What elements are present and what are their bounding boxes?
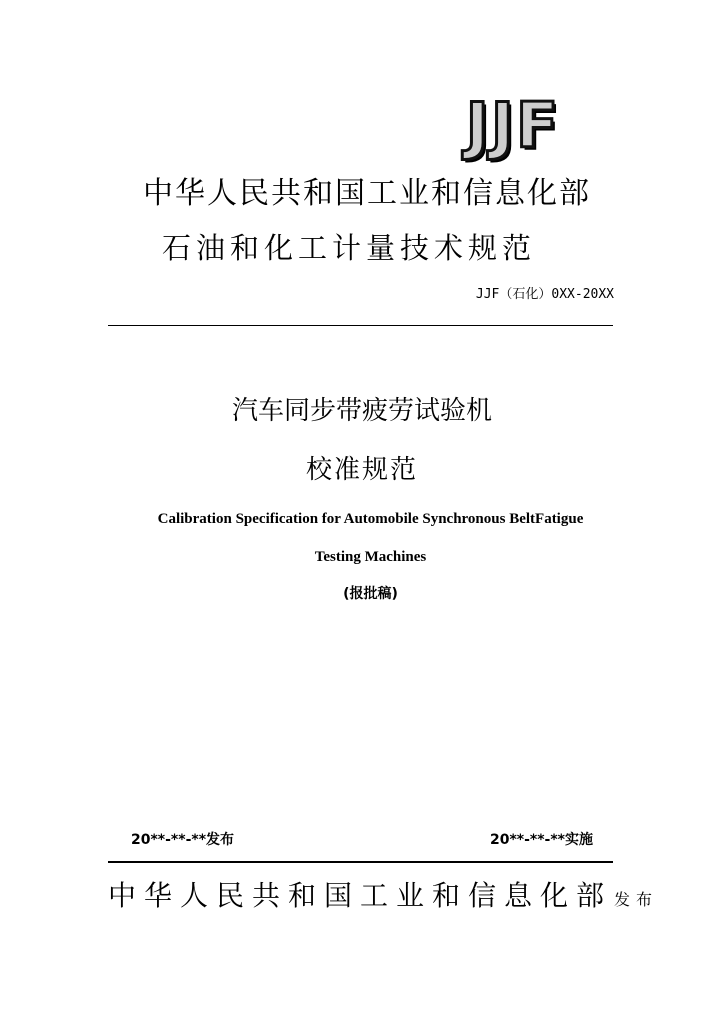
publisher-name: 中华人民共和国工业和信息化部: [108, 879, 613, 912]
footer-divider: [108, 861, 613, 863]
title-chinese-line1: 汽车同步带疲劳试验机: [231, 396, 492, 426]
issuing-ministry: 中华人民共和国工业和信息化部: [143, 176, 591, 211]
publisher-line: [108, 876, 659, 920]
jjf-logo: JJF: [465, 89, 561, 162]
publish-label: 发布: [614, 890, 659, 909]
document-code: JJF（石化）0XX-20XX: [475, 287, 614, 302]
header-divider: [108, 325, 613, 326]
effective-date: 20**-**-**实施: [489, 832, 593, 848]
issue-date: 20**-**-**发布: [131, 832, 235, 848]
draft-status: (报批稿): [343, 586, 398, 602]
title-english-line1: Calibration Specification for Automobile Synchronous BeltFatigue: [157, 511, 584, 527]
title-chinese-line2: 校准规范: [305, 455, 418, 485]
specification-series: 石油和化工计量技术规范: [162, 231, 537, 265]
title-english-line2: Testing Machines: [314, 549, 427, 565]
